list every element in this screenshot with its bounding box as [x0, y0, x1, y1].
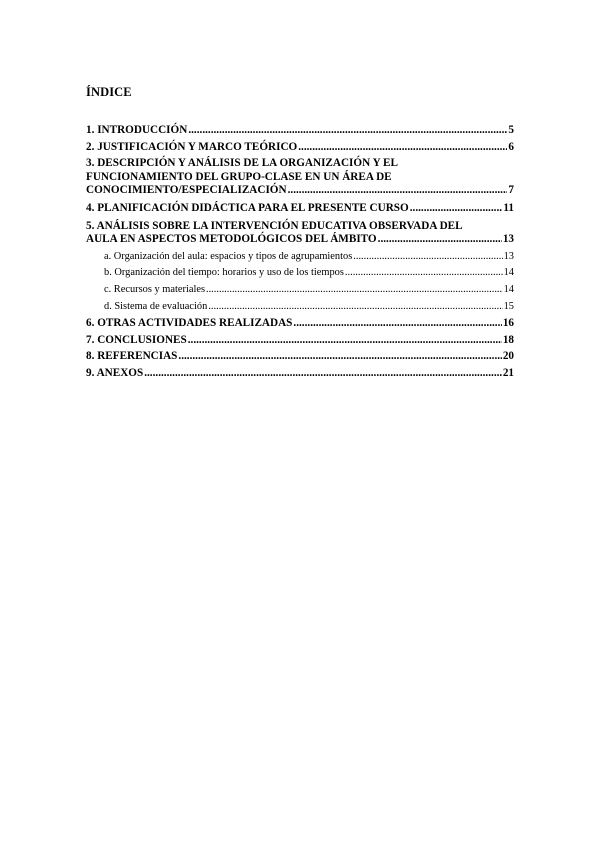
dot-leader: [298, 141, 507, 155]
toc-entry-otras-actividades[interactable]: [86, 317, 514, 331]
toc-entry-last-line: [86, 184, 514, 198]
toc-entry-label: c. Recursos y materiales: [104, 283, 205, 295]
toc-entry-label: 1. INTRODUCCIÓN: [86, 124, 188, 136]
toc-subentry-organizacion-aula[interactable]: [86, 250, 514, 264]
toc-entry-page: 7: [508, 184, 514, 197]
toc-entry-label: 4. PLANIFICACIÓN DIDÁCTICA PARA EL PRESENTE CURSO: [86, 201, 409, 214]
toc-entry-page: 21: [502, 366, 514, 379]
table-of-contents: [86, 124, 514, 381]
toc-entry-label: CONOCIMIENTO/ESPECIALIZACIÓN: [86, 184, 287, 197]
toc-entry-label: a. Organización del aula: espacios y tipos de agrupamientos: [104, 250, 353, 262]
toc-entry-page: 5: [508, 124, 514, 136]
toc-entry-label: d. Sistema de evaluación: [104, 300, 208, 312]
toc-entry-page: 14: [503, 267, 514, 279]
toc-entry-label: b. Organización del tiempo: horarios y uso de los tiempos: [104, 267, 344, 279]
toc-entry-justificacion[interactable]: [86, 141, 514, 155]
toc-entry-label: 6. OTRAS ACTIVIDADES REALIZADAS: [86, 317, 293, 330]
dot-leader: [345, 266, 503, 280]
toc-entry-line: FUNCIONAMIENTO DEL GRUPO-CLASE EN UN ÁREA DE: [86, 170, 392, 183]
toc-entry-multiline-text: [86, 220, 514, 234]
toc-entry-analisis[interactable]: [86, 220, 514, 247]
toc-entry-page: 11: [503, 201, 514, 214]
dot-leader: [208, 300, 502, 314]
toc-entry-anexos[interactable]: [86, 367, 514, 381]
toc-entry-planificacion[interactable]: [86, 202, 514, 216]
toc-subentry-organizacion-tiempo[interactable]: [86, 266, 514, 280]
dot-leader: [178, 350, 501, 364]
toc-entry-page: 13: [502, 233, 514, 246]
dot-leader: [188, 334, 502, 348]
toc-entry-referencias[interactable]: [86, 350, 514, 364]
dot-leader: [206, 283, 503, 297]
toc-entry-line: 3. DESCRIPCIÓN Y ANÁLISIS DE LA ORGANIZACIÓN Y EL: [86, 157, 398, 170]
toc-subentry-recursos[interactable]: [86, 283, 514, 297]
toc-entry-multiline-text: [86, 157, 514, 184]
dot-leader: [288, 184, 508, 198]
toc-subentry-evaluacion[interactable]: [86, 300, 514, 314]
toc-entry-label: 8. REFERENCIAS: [86, 350, 178, 363]
toc-entry-label: 7. CONCLUSIONES: [86, 333, 187, 346]
toc-entry-descripcion[interactable]: [86, 157, 514, 198]
toc-entry-page: 6: [508, 140, 514, 153]
toc-heading: ÍNDICE: [86, 85, 132, 99]
toc-entry-page: 20: [502, 350, 514, 363]
toc-entry-label: 2. JUSTIFICACIÓN Y MARCO TEÓRICO: [86, 140, 298, 153]
toc-entry-page: 18: [502, 333, 514, 346]
dot-leader: [353, 250, 502, 264]
toc-entry-page: 15: [503, 300, 514, 312]
dot-leader: [293, 317, 501, 331]
toc-entry-page: 14: [503, 283, 514, 295]
toc-entry-last-line: [86, 233, 514, 247]
toc-entry-page: 13: [503, 250, 514, 262]
dot-leader: [188, 124, 507, 138]
toc-entry-label: 9. ANEXOS: [86, 366, 144, 379]
toc-entry-line: 5. ANÁLISIS SOBRE LA INTERVENCIÓN EDUCATIVA OBSERVADA DEL: [86, 219, 463, 232]
dot-leader: [144, 367, 502, 381]
toc-entry-page: 16: [502, 317, 514, 330]
dot-leader: [378, 233, 502, 247]
toc-entry-conclusiones[interactable]: [86, 334, 514, 348]
dot-leader: [410, 202, 503, 216]
toc-entry-label: AULA EN ASPECTOS METODOLÓGICOS DEL ÁMBITO: [86, 233, 377, 246]
toc-entry-introduccion[interactable]: [86, 124, 514, 138]
